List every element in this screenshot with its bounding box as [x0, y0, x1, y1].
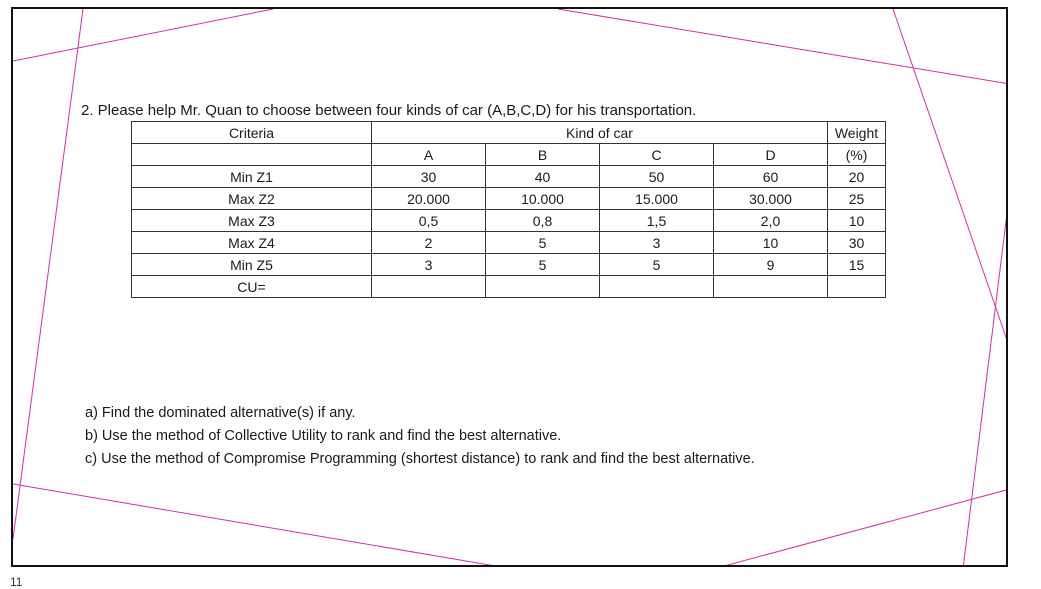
weight-cell: 20: [828, 166, 886, 188]
criterion-label: Max Z4: [132, 232, 372, 254]
table-cell: 5: [486, 254, 600, 276]
criterion-label: Max Z3: [132, 210, 372, 232]
criteria-header: Criteria: [132, 122, 372, 144]
criterion-label: Min Z5: [132, 254, 372, 276]
weight-cell: 10: [828, 210, 886, 232]
task-c: c) Use the method of Compromise Programming (shortest distance) to rank and find the best alternative.: [85, 451, 755, 467]
criteria-header-spacer: [132, 144, 372, 166]
alt-b-header: B: [486, 144, 600, 166]
table-cell: 15.000: [600, 188, 714, 210]
table-cell: 0,8: [486, 210, 600, 232]
table-cell: 5: [486, 232, 600, 254]
table-row: [132, 166, 886, 188]
table-row: [132, 188, 886, 210]
alt-c-header: C: [600, 144, 714, 166]
alt-a-header: A: [372, 144, 486, 166]
question-text: 2. Please help Mr. Quan to choose between four kinds of car (A,B,C,D) for his transportation.: [81, 102, 697, 119]
weight-header: Weight: [828, 122, 886, 144]
table-cell: 30: [372, 166, 486, 188]
weight-cell: 25: [828, 188, 886, 210]
table-row: [132, 210, 886, 232]
table-cell: 5: [600, 254, 714, 276]
criterion-label: Max Z2: [132, 188, 372, 210]
weight-unit-header: (%): [828, 144, 886, 166]
task-list: [85, 402, 755, 471]
table-cell: 2: [372, 232, 486, 254]
kind-of-car-header: Kind of car: [372, 122, 828, 144]
cu-cell-weight: [828, 276, 886, 298]
table-cell: 9: [714, 254, 828, 276]
alt-d-header: D: [714, 144, 828, 166]
table-cell: 3: [372, 254, 486, 276]
header-row-1: [132, 122, 886, 144]
slide: [11, 7, 1008, 567]
cu-row: [132, 276, 886, 298]
table-cell: 0,5: [372, 210, 486, 232]
table-cell: 30.000: [714, 188, 828, 210]
table-cell: 50: [600, 166, 714, 188]
cu-cell-a: [372, 276, 486, 298]
table-cell: 40: [486, 166, 600, 188]
table-cell: 10: [714, 232, 828, 254]
table-cell: 20.000: [372, 188, 486, 210]
weight-cell: 15: [828, 254, 886, 276]
cu-cell-b: [486, 276, 600, 298]
weight-cell: 30: [828, 232, 886, 254]
task-b: b) Use the method of Collective Utility to rank and find the best alternative.: [85, 428, 562, 444]
table-cell: 2,0: [714, 210, 828, 232]
criterion-label: Min Z1: [132, 166, 372, 188]
table-cell: 60: [714, 166, 828, 188]
table-cell: 1,5: [600, 210, 714, 232]
table-cell: 3: [600, 232, 714, 254]
cu-cell-c: [600, 276, 714, 298]
table-row: [132, 254, 886, 276]
criteria-table: [131, 121, 886, 298]
table-row: [132, 232, 886, 254]
page-number: 11: [10, 575, 23, 589]
cu-cell-d: [714, 276, 828, 298]
table-cell: 10.000: [486, 188, 600, 210]
header-row-2: [132, 144, 886, 166]
task-a: a) Find the dominated alternative(s) if any.: [85, 405, 356, 421]
cu-label: CU=: [132, 276, 372, 298]
